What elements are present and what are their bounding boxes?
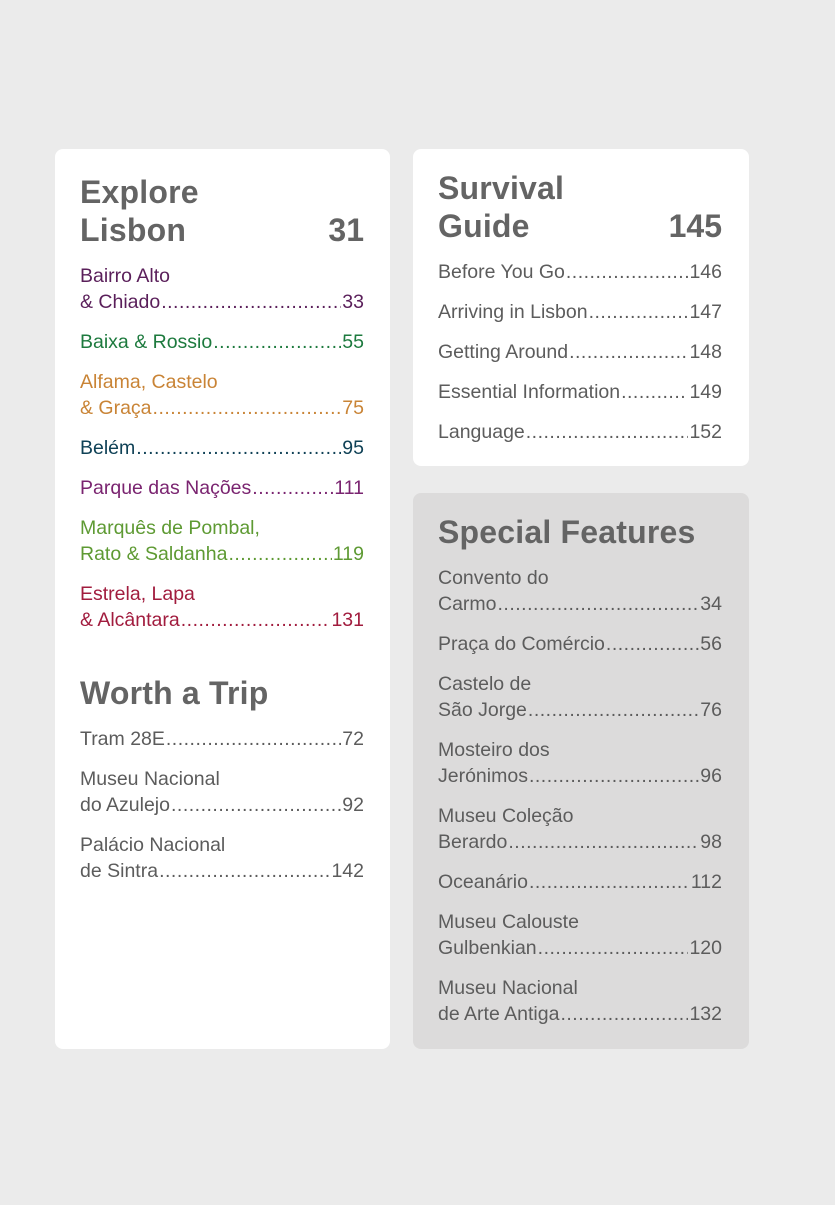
toc-entry-page-number: 152 [689,421,722,443]
toc-entry-page-number: 148 [689,341,722,363]
toc-entry-page-number: 96 [700,765,722,787]
toc-entry-row [438,631,722,657]
dot-leader [528,697,699,723]
toc-entry[interactable] [438,259,722,285]
toc-entry-title: Before You Go [438,261,565,283]
toc-entry-row [80,329,364,355]
toc-entry-row [438,259,722,285]
toc-entry-page-number: 34 [700,593,722,615]
toc-entry[interactable] [80,329,364,355]
toc-entry-row [438,419,722,445]
toc-entry-title: Getting Around [438,341,569,363]
toc-entry-title: Gulbenkian [438,937,537,959]
toc-entry-row [80,607,364,633]
toc-entry-title: Language [438,421,525,443]
toc-entry-page-number: 149 [689,381,722,403]
toc-entry-title: & Alcântara [80,609,180,631]
toc-entry[interactable] [80,832,364,884]
toc-entry-page-number: 147 [689,301,722,323]
toc-entry-title-line1: Castelo de [438,673,532,695]
toc-entry-page-number: 56 [700,633,722,655]
toc-entry-row [438,591,722,617]
toc-entry-title: Oceanário [438,871,528,893]
toc-entry-title: & Graça [80,397,152,419]
toc-entry-row [438,935,722,961]
special-features-heading [438,513,722,551]
toc-entry[interactable] [438,803,722,855]
toc-entry-title: & Chiado [80,291,161,313]
toc-entry[interactable] [80,435,364,461]
survival-title-line2: Guide [438,208,530,244]
dot-leader [228,541,331,567]
survival-title [438,169,564,245]
dot-leader [538,935,689,961]
toc-entry-title: Baixa & Rossio [80,331,213,353]
toc-entry-title: Belém [80,437,136,459]
toc-entry[interactable] [80,726,364,752]
toc-entry-row [80,792,364,818]
dot-leader [560,1001,688,1027]
toc-entry[interactable] [80,369,364,421]
toc-entry-title-line1: Mosteiro dos [438,739,550,761]
dot-leader [171,792,341,818]
toc-entry-title-line1: Museu Nacional [80,768,220,790]
toc-entry[interactable] [80,515,364,567]
toc-entry-title-line1: Alfama, Castelo [80,371,218,393]
toc-entry[interactable] [80,766,364,818]
toc-entry[interactable] [438,631,722,657]
toc-entry-row [438,299,722,325]
toc-entry-title-line1: Marquês de Pombal, [80,517,260,539]
explore-card [55,149,390,1049]
toc-entry-title: de Sintra [80,860,159,882]
survival-title-line1: Survival [438,170,565,206]
toc-entry-title: Rato & Saldanha [80,543,228,565]
worth-a-trip-heading [80,674,364,712]
toc-entry-row [438,1001,722,1027]
toc-entry[interactable] [438,339,722,365]
dot-leader [159,858,330,884]
toc-entry[interactable] [80,475,364,501]
toc-entry-row [80,475,364,501]
toc-entry-title: Tram 28E [80,728,165,750]
toc-entry-page-number: 72 [342,728,364,750]
toc-entry-title-line1: Palácio Nacional [80,834,226,856]
toc-entry-row [80,541,364,567]
toc-entry-title-line1: Museu Coleção [438,805,574,827]
toc-entry-page-number: 146 [689,261,722,283]
explore-title-line1: Explore [80,174,199,210]
toc-entry-page-number: 33 [342,291,364,313]
worth-a-trip-title: Worth a Trip [80,675,269,711]
toc-entry-row [438,869,722,895]
toc-entry-row [80,395,364,421]
dot-leader [529,763,699,789]
toc-entry-page-number: 112 [690,871,722,893]
toc-entry-row [438,763,722,789]
special-features-title: Special Features [438,514,696,550]
toc-entry-page-number: 98 [700,831,722,853]
toc-entry[interactable] [438,975,722,1027]
worth-a-trip-list [80,726,364,884]
toc-entry-row [438,339,722,365]
toc-entry-title: Praça do Comércio [438,633,605,655]
toc-entry-page-number: 120 [689,937,722,959]
toc-entry-page-number: 92 [342,794,364,816]
toc-entry-page-number: 119 [332,543,364,565]
survival-page-number: 145 [668,208,722,244]
dot-leader [529,869,690,895]
toc-entry-page-number: 131 [331,609,364,631]
dot-leader [621,379,688,405]
toc-entry-row [438,697,722,723]
toc-entry-title: Parque das Nações [80,477,252,499]
toc-entry-page-number: 75 [342,397,364,419]
dot-leader [569,339,688,365]
toc-entry-title-line1: Museu Calouste [438,911,579,933]
explore-list [80,263,364,633]
dot-leader [136,435,341,461]
dot-leader [589,299,689,325]
dot-leader [252,475,333,501]
toc-entry-title: Jerónimos [438,765,528,787]
dot-leader [508,829,699,855]
explore-heading [80,173,364,249]
dot-leader [161,289,341,315]
toc-entry-page-number: 132 [689,1003,722,1025]
dot-leader [526,419,689,445]
dot-leader [166,726,341,752]
toc-entry-row [80,726,364,752]
toc-entry[interactable] [438,909,722,961]
toc-entry-title: São Jorge [438,699,527,721]
toc-entry[interactable] [438,299,722,325]
dot-leader [498,591,700,617]
toc-entry[interactable] [438,565,722,617]
toc-entry[interactable] [438,379,722,405]
explore-title [80,173,199,249]
toc-entry-title: Arriving in Lisbon [438,301,588,323]
toc-entry-title-line1: Museu Nacional [438,977,578,999]
toc-entry-page-number: 55 [342,331,364,353]
toc-entry-row [80,858,364,884]
toc-entry-page-number: 95 [342,437,364,459]
toc-entry-row [438,829,722,855]
explore-title-line2: Lisbon [80,212,187,248]
toc-entry[interactable] [438,869,722,895]
special-features-card [413,493,749,1049]
toc-entry-page-number: 142 [331,860,364,882]
dot-leader [566,259,689,285]
survival-list [438,259,722,445]
dot-leader [606,631,699,657]
toc-entry-page-number: 111 [334,477,364,499]
toc-entry-row [438,379,722,405]
toc-entry[interactable] [438,737,722,789]
toc-entry-title: Berardo [438,831,508,853]
toc-entry[interactable] [80,581,364,633]
toc-entry-row [80,289,364,315]
toc-entry-title: Carmo [438,593,497,615]
dot-leader [153,395,342,421]
toc-entry-title-line1: Convento do [438,567,549,589]
toc-entry[interactable] [80,263,364,315]
dot-leader [181,607,331,633]
toc-entry[interactable] [438,419,722,445]
survival-heading [438,169,722,245]
toc-entry-page-number: 76 [700,699,722,721]
toc-entry[interactable] [438,671,722,723]
toc-entry-row [80,435,364,461]
dot-leader [213,329,341,355]
toc-entry-title-line1: Estrela, Lapa [80,583,195,605]
toc-entry-title: Essential Information [438,381,621,403]
explore-page-number: 31 [328,212,364,248]
survival-guide-card [413,149,749,466]
toc-entry-title: de Arte Antiga [438,1003,560,1025]
toc-entry-title-line1: Bairro Alto [80,265,170,287]
special-features-list [438,565,722,1027]
toc-entry-title: do Azulejo [80,794,170,816]
